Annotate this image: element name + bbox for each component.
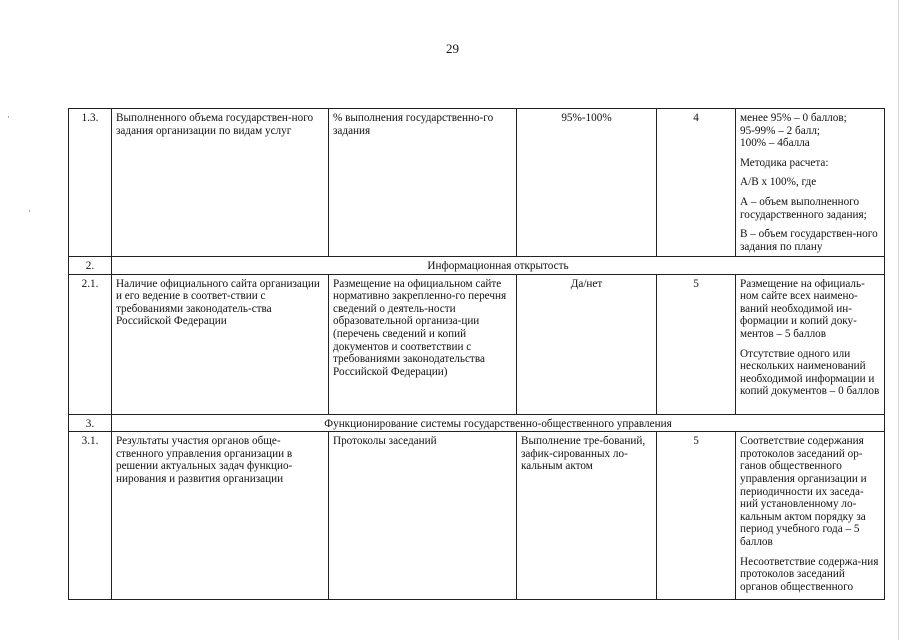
criteria-line: Отсутствие одного или нескольких наименований необходимой информации и копий документов – 0 баллов — [740, 347, 880, 398]
criteria-line: Методика расчета: — [740, 156, 829, 169]
criteria-line: Несоответствие содержа-ния протоколов заседаний органов общественного — [740, 555, 879, 593]
row-number: 3.1. — [69, 432, 112, 600]
criteria-line: А – объем выполненного государственного задания; — [740, 195, 867, 221]
indicator-value: 95%-100% — [517, 109, 657, 257]
table-row — [69, 432, 885, 600]
section-row — [69, 257, 885, 275]
section-number: 3. — [69, 414, 112, 432]
table-row — [69, 109, 885, 257]
criteria-line: 100% – 4балла — [740, 137, 810, 150]
max-points: 5 — [657, 274, 736, 414]
row-number: 1.3. — [69, 109, 112, 257]
indicator: Протоколы заседаний — [329, 432, 517, 600]
evaluation-criteria — [736, 109, 885, 257]
scan-mark: · — [7, 112, 10, 122]
criteria-line: менее 95% – 0 баллов; — [740, 112, 847, 124]
criteria-line: Размещение на официаль-ном сайте всех наимено-ваний необходимой ин-формации и копий доку-ментов – 5 баллов — [740, 277, 865, 340]
criterion-name: Выполненного объема государствен-ного задания организации по видам услуг — [112, 109, 329, 257]
evaluation-criteria — [736, 274, 885, 414]
row-number: 2.1. — [69, 274, 112, 414]
criteria-line: 95-99% – 2 балл; — [740, 124, 821, 137]
criteria-line: А/В х 100%, где — [740, 176, 817, 189]
criteria-table — [68, 108, 885, 600]
criterion-name: Наличие официального сайта организации и его ведение в соответ-ствии с требованиями законодатель-ства Российской Федерации — [112, 274, 329, 414]
table-row — [69, 274, 885, 414]
criteria-line: Соответствие содержания протоколов заседаний ор-ганов общественного управления организации и периодичности их заседа-ний установленному ло-кальным актом порядку за период учебного года – 5 баллов — [740, 435, 867, 548]
indicator: % выполнения государственно-го задания — [329, 109, 517, 257]
indicator: Размещение на официальном сайте нормативно закрепленно-го перечня сведений о деятель-ности образовательной организа-ции (перечень сведений и копий документов и соответствии с требованиями законодательства Российской Федерации) — [329, 274, 517, 414]
section-title: Функционирование системы государственно-общественного управления — [112, 414, 885, 432]
section-row — [69, 414, 885, 432]
section-title: Информационная открытость — [112, 257, 885, 275]
scan-mark: · — [28, 206, 31, 216]
evaluation-criteria — [736, 432, 885, 600]
page-number: 29 — [446, 41, 459, 56]
section-number: 2. — [69, 257, 112, 275]
criterion-name: Результаты участия органов обще-ственного управления организации в решении актуальных задач функцио-нирования и развития организации — [112, 432, 329, 600]
indicator-value: Выполнение тре-бований, зафик-сированных ло-кальным актом — [517, 432, 657, 600]
max-points: 4 — [657, 109, 736, 257]
max-points: 5 — [657, 432, 736, 600]
indicator-value: Да/нет — [517, 274, 657, 414]
criteria-line: В – объем государствен-ного задания по плану — [740, 228, 878, 253]
scan-edge — [898, 0, 899, 640]
